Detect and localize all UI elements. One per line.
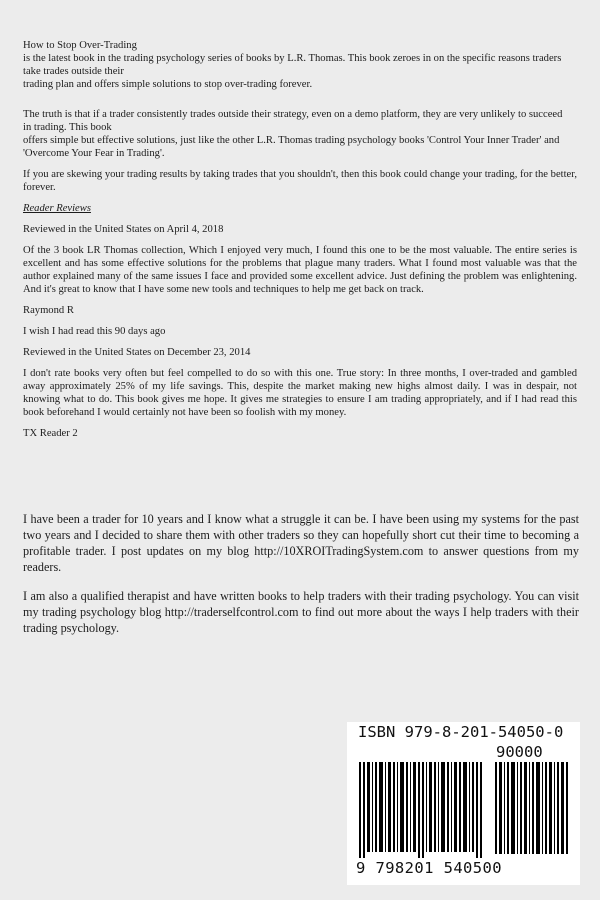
truth-line: The truth is that if a trader consistently trades outside their strategy, even on a demo platform, they are very unlikely to succeed	[23, 109, 563, 120]
review-meta: Reviewed in the United States on December 23, 2014	[23, 347, 251, 358]
reader-reviews-heading: Reader Reviews	[23, 203, 91, 214]
truth-line: in trading. This book	[23, 122, 112, 133]
truth-line: 'Overcome Your Fear in Trading'.	[23, 148, 165, 159]
review-author: Raymond R	[23, 305, 74, 316]
ean-bars	[359, 762, 489, 858]
addon-bars	[495, 762, 570, 854]
intro-line: trading plan and offers simple solutions to stop over-trading forever.	[23, 79, 313, 90]
review-meta: Reviewed in the United States on April 4, 2018	[23, 224, 224, 235]
bio-paragraph: I am also a qualified therapist and have written books to help traders with their trading psychology. You can visit my trading psychology blog http://traderselfcontrol.com to find out more about the ways I help traders with their trading psychology.	[23, 589, 579, 635]
ean-digits: 9 798201 540500	[356, 859, 502, 877]
book-blurb	[23, 39, 577, 448]
price-code: 90000	[496, 743, 543, 761]
book-title: How to Stop Over-Trading	[23, 40, 137, 51]
isbn-barcode	[347, 722, 580, 885]
review-text: Of the 3 book LR Thomas collection, Which I enjoyed very much, I found this one to be the most valuable. The entire series is excellent and has some effective solutions for the problems that plague many traders. What I found most valuable was that the author explained many of the same issues I face and provided some excellent advice. Just defining the problem was enlightening. And it's great to know that I have some new tools and techniques to help me get back on track.	[23, 245, 577, 295]
review-title: I wish I had read this 90 days ago	[23, 326, 166, 337]
author-bio	[23, 511, 579, 649]
review-author: TX Reader 2	[23, 428, 78, 439]
intro-line: is the latest book in the trading psychology series of books by L.R. Thomas. This book zeroes in on the specific reasons traders	[23, 53, 562, 64]
isbn-label: ISBN 979-8-201-54050-0	[358, 723, 564, 741]
review-text: I don't rate books very often but feel compelled to do so with this one. True story: In three months, I over-traded and gambled away approximately 25% of my life savings. This, despite the market making new highs almost daily. I was in despair, not knowing what to do. This book gives me hope. It gives me strategies to ensure I am trading appropriately, and if I had read this book beforehand I would certainly not have been so foolish with my money.	[23, 368, 577, 418]
truth-line: offers simple but effective solutions, just like the other L.R. Thomas trading psychology books 'Control Your Inner Trader' and	[23, 135, 560, 146]
bio-paragraph: I have been a trader for 10 years and I know what a struggle it can be. I have been using my systems for the past two years and I decided to share them with other traders so they can hopefully short cut their time to becoming a profitable trader. I post updates on my blog http://10XROITradingSystem.com to answer questions from my readers.	[23, 512, 579, 574]
skewing-paragraph: If you are skewing your trading results by taking trades that you shouldn't, then this book could change your trading, for the better, forever.	[23, 169, 577, 193]
intro-line: take trades outside their	[23, 66, 124, 77]
